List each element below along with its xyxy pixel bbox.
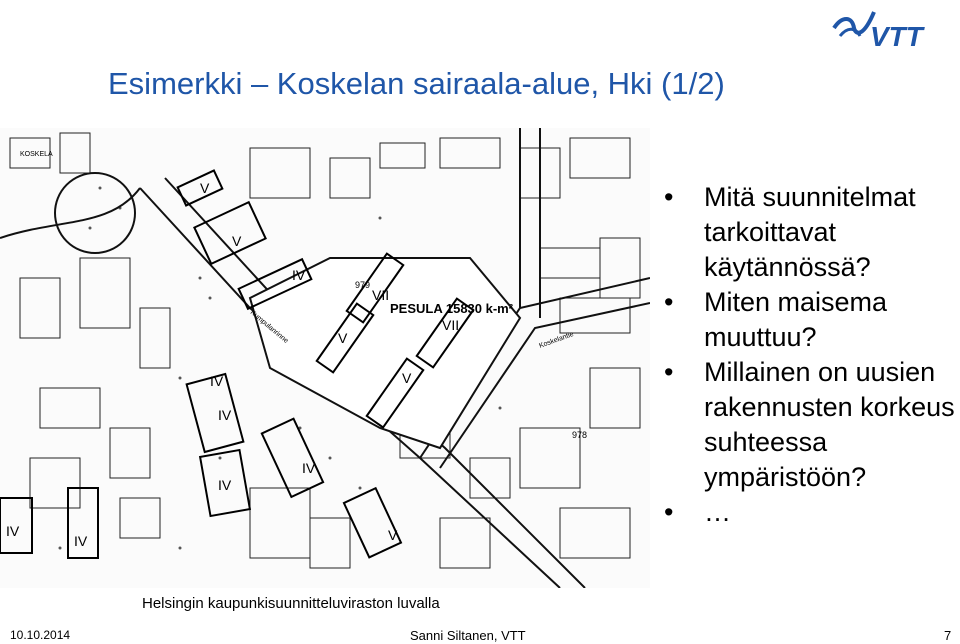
bullet-list (664, 180, 960, 530)
map-height-label: IV (302, 460, 316, 476)
map-height-label: V (232, 233, 242, 249)
map-height-label: IV (218, 477, 232, 493)
map-height-label: IV (6, 523, 20, 539)
vtt-logo (830, 6, 956, 50)
bullet-text: Mitä suunnitelmat tarkoittavat käytännössä? (704, 182, 916, 282)
bullet-item: • Mitä suunnitelmat tarkoittavat käytännössä? (664, 182, 916, 282)
map-number-label: 978 (572, 430, 588, 440)
map-height-label: VII (442, 317, 460, 333)
pesula-label: PESULA 15830 k-m² (390, 301, 514, 316)
bullet-item: • Miten maisema muuttuu? (664, 287, 888, 352)
bullet-text: Millainen on uusien rakennusten korkeus suhteessa ympäristöön? (704, 357, 955, 492)
page-number: 7 (944, 628, 952, 643)
map-street-label: KOSKELA (20, 151, 53, 158)
bullet-item: • Millainen on uusien rakennusten korkeus suhteessa ympäristöön? (664, 357, 955, 492)
map-number-label: 979 (355, 280, 371, 290)
bullet-item: • … (664, 497, 731, 527)
map-caption: Helsingin kaupunkisuunnitteluviraston luvalla (142, 595, 440, 612)
map-height-label: IV (74, 533, 88, 549)
map-height-label: V (388, 527, 398, 543)
footer-author: Sanni Siltanen, VTT (410, 628, 526, 643)
map-height-label: V (200, 180, 210, 196)
city-plan-map (0, 128, 650, 588)
map-height-label: V (402, 370, 412, 386)
bullet-text: Miten maisema muuttuu? (704, 287, 888, 352)
map-height-label: IV (292, 267, 306, 283)
map-height-label: IV (218, 407, 232, 423)
map-street-label: Koskelantie (538, 330, 575, 350)
map-height-label: VII (372, 287, 390, 303)
map-height-label: IV (210, 373, 224, 389)
map-height-label: V (338, 330, 348, 346)
vtt-logo-text: VTT (870, 21, 923, 50)
map-street-label: Kumpulanrinne (248, 309, 290, 345)
bullet-text: … (704, 497, 731, 527)
slide-title: Esimerkki – Koskelan sairaala-alue, Hki (1/2) (108, 66, 725, 101)
footer-date: 10.10.2014 (10, 628, 71, 642)
